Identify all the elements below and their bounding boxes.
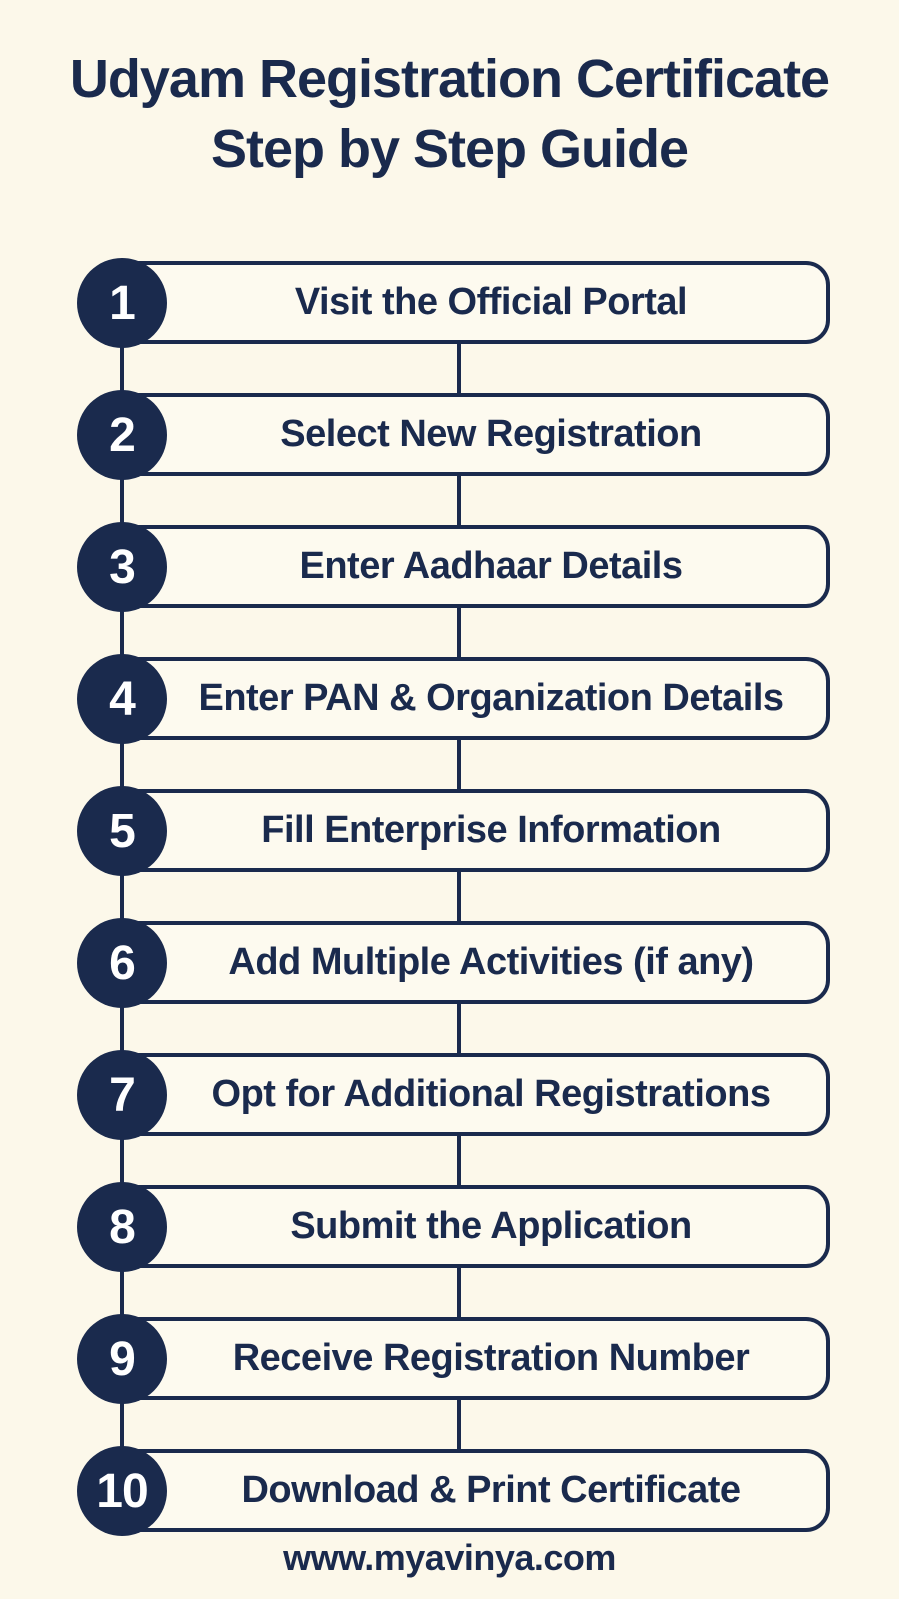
step-box — [112, 525, 830, 608]
step-box — [112, 261, 830, 344]
step-row — [0, 393, 899, 476]
step-number: 7 — [109, 1068, 135, 1122]
steps-list — [0, 261, 899, 1532]
step-number: 9 — [109, 1332, 135, 1386]
step-box — [112, 1449, 830, 1532]
step-label: Select New Registration — [280, 413, 702, 455]
step-number-badge — [77, 786, 167, 876]
step-row — [0, 1449, 899, 1532]
step-row — [0, 921, 899, 1004]
page-title — [0, 44, 899, 184]
step-row — [0, 261, 899, 344]
step-label: Visit the Official Portal — [294, 281, 688, 323]
step-number-badge — [77, 1314, 167, 1404]
step-number: 5 — [109, 804, 135, 858]
step-number-badge — [77, 1050, 167, 1140]
page-title-line1: Udyam Registration Certificate — [69, 49, 830, 109]
step-number: 2 — [109, 408, 135, 462]
step-box — [112, 921, 830, 1004]
step-box — [112, 393, 830, 476]
step-label: Enter Aadhaar Details — [299, 545, 683, 587]
step-box — [112, 657, 830, 740]
step-label: Add Multiple Activities (if any) — [228, 941, 754, 983]
step-number-badge — [77, 918, 167, 1008]
step-row — [0, 1317, 899, 1400]
step-number-badge — [77, 1446, 167, 1536]
step-label: Download & Print Certificate — [241, 1469, 741, 1511]
step-label: Enter PAN & Organization Details — [198, 677, 784, 719]
step-number: 3 — [109, 540, 135, 594]
step-row — [0, 657, 899, 740]
step-number: 6 — [109, 936, 135, 990]
step-number: 1 — [109, 276, 135, 330]
step-label: Fill Enterprise Information — [261, 809, 721, 851]
step-box — [112, 789, 830, 872]
step-box — [112, 1185, 830, 1268]
website-url: www.myavinya.com — [283, 1537, 616, 1578]
step-number-badge — [77, 654, 167, 744]
step-number-badge — [77, 522, 167, 612]
step-number-badge — [77, 1182, 167, 1272]
step-number: 8 — [109, 1200, 135, 1254]
step-number: 4 — [109, 672, 135, 726]
step-box — [112, 1053, 830, 1136]
step-number: 10 — [96, 1464, 148, 1518]
step-number-badge — [77, 258, 167, 348]
step-label: Submit the Application — [290, 1205, 692, 1247]
step-box — [112, 1317, 830, 1400]
step-label: Opt for Additional Registrations — [211, 1073, 771, 1115]
step-label: Receive Registration Number — [232, 1337, 750, 1379]
step-row — [0, 1185, 899, 1268]
step-number-badge — [77, 390, 167, 480]
step-row — [0, 525, 899, 608]
step-row — [0, 1053, 899, 1136]
step-row — [0, 789, 899, 872]
page-title-line2: Step by Step Guide — [210, 119, 689, 179]
